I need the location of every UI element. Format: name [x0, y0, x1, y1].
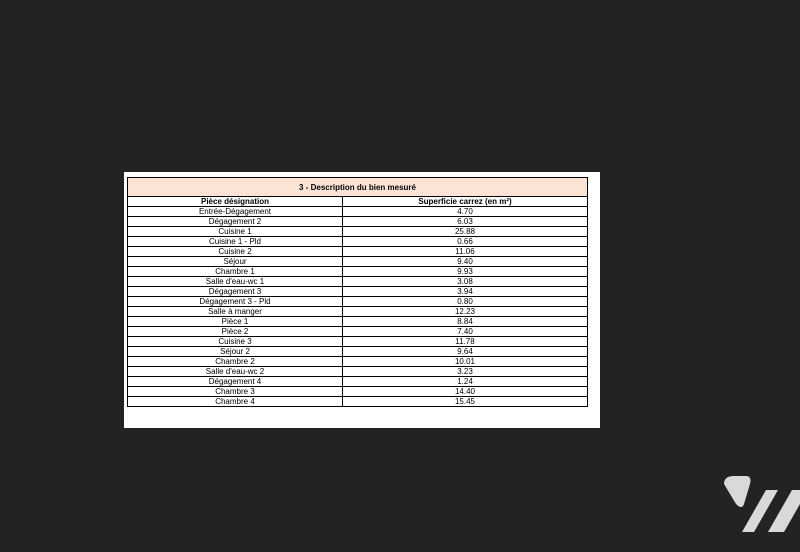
table-row	[128, 277, 588, 287]
cell-piece: Salle d'eau-wc 1	[128, 277, 343, 287]
table-row	[128, 207, 588, 217]
cell-surface: 3.94	[343, 287, 588, 297]
cell-surface: 9.93	[343, 267, 588, 277]
table-row	[128, 397, 588, 407]
table-row	[128, 307, 588, 317]
table-row	[128, 257, 588, 267]
cell-surface: 7.40	[343, 327, 588, 337]
table-row	[128, 227, 588, 237]
column-header-surface: Superficie carrez (en m²)	[343, 197, 588, 207]
cell-surface: 15.45	[343, 397, 588, 407]
table-row	[128, 287, 588, 297]
cell-piece: Salle à manger	[128, 307, 343, 317]
cell-piece: Salle d'eau-wc 2	[128, 367, 343, 377]
table-row	[128, 237, 588, 247]
table-body	[128, 207, 588, 407]
cell-piece: Séjour	[128, 257, 343, 267]
document-page	[124, 172, 600, 428]
cell-surface: 4.70	[343, 207, 588, 217]
cell-surface: 6.03	[343, 217, 588, 227]
cell-surface: 0.66	[343, 237, 588, 247]
table-row	[128, 247, 588, 257]
cell-surface: 9.64	[343, 347, 588, 357]
brand-logo-icon	[722, 474, 800, 534]
cell-surface: 14.40	[343, 387, 588, 397]
cell-piece: Pièce 1	[128, 317, 343, 327]
table-title-row	[128, 178, 588, 197]
table-row	[128, 217, 588, 227]
cell-piece: Dégagement 2	[128, 217, 343, 227]
cell-surface: 3.08	[343, 277, 588, 287]
cell-piece: Chambre 2	[128, 357, 343, 367]
cell-piece: Cuisine 2	[128, 247, 343, 257]
table-row	[128, 327, 588, 337]
table-row	[128, 337, 588, 347]
table-row	[128, 387, 588, 397]
cell-surface: 11.06	[343, 247, 588, 257]
cell-surface: 9.40	[343, 257, 588, 267]
table-row	[128, 267, 588, 277]
table-row	[128, 367, 588, 377]
table-row	[128, 357, 588, 367]
cell-piece: Chambre 1	[128, 267, 343, 277]
cell-surface: 0.80	[343, 297, 588, 307]
cell-surface: 12.23	[343, 307, 588, 317]
column-header-piece: Pièce désignation	[128, 197, 343, 207]
description-table	[127, 177, 588, 407]
cell-piece: Séjour 2	[128, 347, 343, 357]
cell-piece: Entrée-Dégagement	[128, 207, 343, 217]
cell-surface: 1.24	[343, 377, 588, 387]
cell-piece: Cuisine 1 - Pld	[128, 237, 343, 247]
cell-surface: 10.01	[343, 357, 588, 367]
table-row	[128, 297, 588, 307]
cell-piece: Chambre 4	[128, 397, 343, 407]
cell-surface: 8.84	[343, 317, 588, 327]
cell-piece: Dégagement 3	[128, 287, 343, 297]
cell-piece: Cuisine 3	[128, 337, 343, 347]
table-row	[128, 347, 588, 357]
table-row	[128, 317, 588, 327]
cell-piece: Cuisine 1	[128, 227, 343, 237]
cell-piece: Dégagement 3 - Pld	[128, 297, 343, 307]
cell-surface: 3.23	[343, 367, 588, 377]
table-header-row	[128, 197, 588, 207]
section-title: 3 - Description du bien mesuré	[128, 178, 588, 197]
cell-piece: Dégagement 4	[128, 377, 343, 387]
cell-piece: Pièce 2	[128, 327, 343, 337]
cell-surface: 11.78	[343, 337, 588, 347]
table-row	[128, 377, 588, 387]
cell-surface: 25.88	[343, 227, 588, 237]
cell-piece: Chambre 3	[128, 387, 343, 397]
